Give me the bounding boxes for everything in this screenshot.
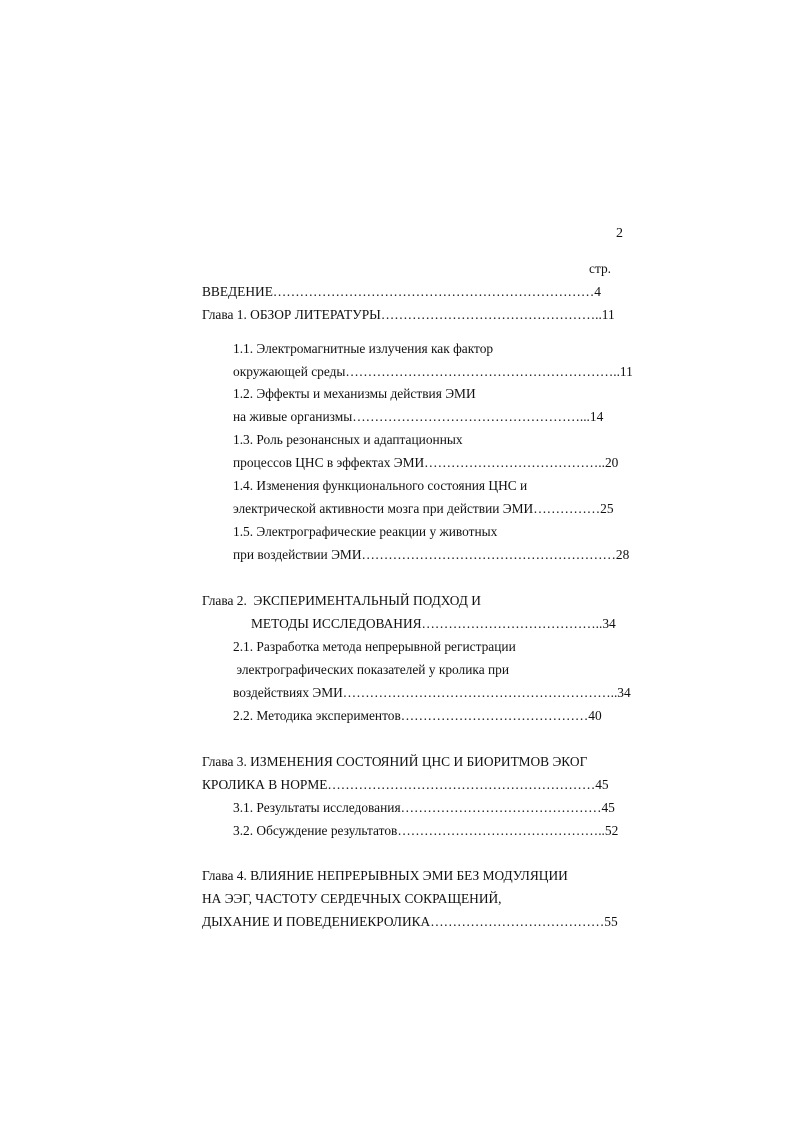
toc-entry-chapter-1: Глава 1. ОБЗОР ЛИТЕРАТУРЫ…………………………………………..11 [202,307,615,322]
page-number: 2 [616,226,623,241]
toc-entry-1-5-line-1: 1.5. Электрографические реакции у животных [233,524,498,539]
toc-entry-introduction: ВВЕДЕНИЕ………………………………………………………………4 [202,284,601,299]
toc-entry-1-2-line-2: на живые организмы……………………………………………...14 [233,409,604,424]
toc-entry-1-5-line-2: при воздействии ЭМИ…………………………………………………28 [233,547,630,562]
toc-entry-1-4-line-2: электрической активности мозга при действии ЭМИ……………25 [233,501,614,516]
toc-entry-1-4-line-1: 1.4. Изменения функционального состояния ЦНС и [233,478,528,493]
toc-entry-chapter-3-line-1: Глава 3. ИЗМЕНЕНИЯ СОСТОЯНИЙ ЦНС И БИОРИТМОВ ЭКОГ [202,754,588,769]
toc-entry-chapter-2-line-1: Глава 2. ЭКСПЕРИМЕНТАЛЬНЫЙ ПОДХОД И [202,593,481,608]
toc-entry-1-1-line-1: 1.1. Электромагнитные излучения как фактор [233,341,494,356]
toc-entry-1-2-line-1: 1.2. Эффекты и механизмы действия ЭМИ [233,386,476,401]
toc-entry-1-3-line-1: 1.3. Роль резонансных и адаптационных [233,432,463,447]
toc-page-header: стр. [589,261,612,276]
toc-entry-chapter-4-line-2: НА ЭЭГ, ЧАСТОТУ СЕРДЕЧНЫХ СОКРАЩЕНИЙ, [202,891,502,906]
toc-entry-chapter-3-line-2: КРОЛИКА В НОРМЕ……………………………………………………45 [202,777,609,792]
toc-entry-chapter-4-line-1: Глава 4. ВЛИЯНИЕ НЕПРЕРЫВНЫХ ЭМИ БЕЗ МОДУЛЯЦИИ [202,868,568,883]
toc-entry-chapter-2-line-2: МЕТОДЫ ИССЛЕДОВАНИЯ…………………………………..34 [251,616,616,631]
toc-entry-1-1-line-2: окружающей среды……………………………………………………..11 [233,364,633,379]
toc-entry-2-2: 2.2. Методика экспериментов……………………………………40 [233,708,602,723]
toc-entry-2-1-line-1: 2.1. Разработка метода непрерывной регистрации [233,639,516,654]
toc-entry-2-1-line-3: воздействиях ЭМИ……………………………………………………..34 [233,685,631,700]
toc-entry-2-1-line-2: электрографических показателей у кролика при [233,662,510,677]
toc-entry-3-2: 3.2. Обсуждение результатов………………………………………..52 [233,823,619,838]
toc-entry-3-1: 3.1. Результаты исследования………………………………………45 [233,800,615,815]
toc-entry-1-3-line-2: процессов ЦНС в эффектах ЭМИ…………………………………..20 [233,455,619,470]
toc-entry-chapter-4-line-3: ДЫХАНИЕ И ПОВЕДЕНИЕКРОЛИКА…………………………………55 [202,914,618,929]
